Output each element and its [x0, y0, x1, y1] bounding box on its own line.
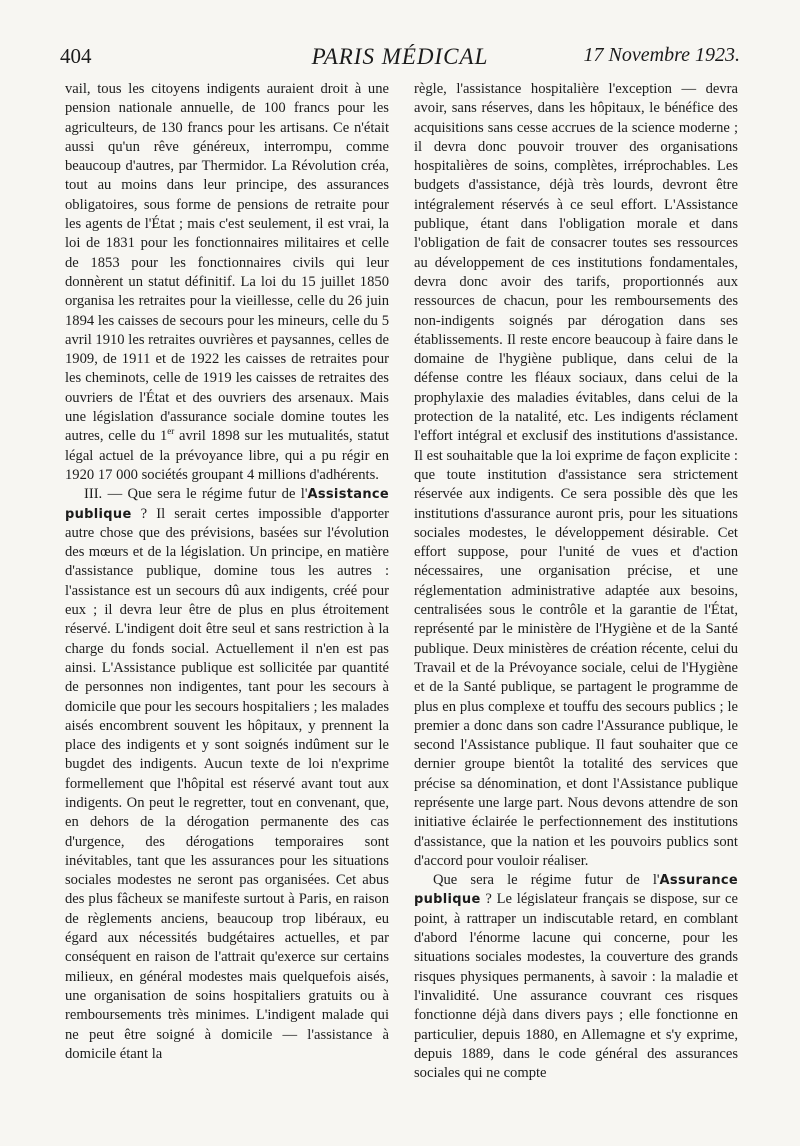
- journal-title: PARIS MÉDICAL: [311, 44, 489, 69]
- page-number: 404: [60, 44, 92, 68]
- section-iii-body: ? Il serait certes impossible d'apporter autre chose que des prévisions, basées sur l'évolution des mœurs et de la législation. Un principe, en matière d'assistance publique, domine tous les autres : l'assistance est un secours dû aux indigents, créé pour eux ; il devra leur être de plus en plus étroitement réservé. L'indigent doit être seul et sans restriction à la charge du fonds social. Actuellement il n'en est pas ainsi. L'Assistance publique est sollicitée par quantité de personnes non indigentes, tant pour les secours à domicile que pour les secours hospitaliers ; les malades aisés encombrent souvent les hôpitaux, y prennent la place des indigents et y sont soignés indûment sur le bugdet des indigents. Aucun texte de loi n'exprime formellement que l'hôpital est réservé avant tout aux indigents. On peut le regretter, tout en convenant, que, en dehors de la dérogation permanente des cas d'urgence, des dérogations temporaires sont inévitables, tant que les assurances pour les situations sociales modestes ne seront pas organisées. Cet abus des plus fâcheux se manifeste surtout à Paris, en raison de règlements anciens, beaucoup trop libéraux, eu égard aux nécessités budgétaires actuelles, et par conséquent en raison de l'attrait qu'exerce sur certains milieux, en général modestes mais quelquefois aisés, une organisation de soins hospitaliers gratuits ou à remboursements très minimes. L'indigent malade qui ne peut être soigné à domicile — l'assistance à domicile étant la: [65, 505, 389, 1062]
- left-paragraph-1: [65, 80, 389, 485]
- ordinal-number: 1: [159, 428, 168, 445]
- right-paragraph-1: règle, l'assistance hospitalière l'exception — devra avoir, sans réserves, dans les hôpitaux, le bénéfice des acquisitions sans cesse accrues de la science moderne ; il devra donc pouvoir trouver des organisations hospitalières de soins, complètes, irréprochables. Les budgets d'assistance, déjà très lourds, devront être intégralement réservés à ce seul effort. L'Assistance publique, étant dans l'obligation morale et dans l'obligation de fait de consacrer toutes ses ressources au développement de ces institutions fondamentales, devra donc avoir des tarifs, proportionnés aux ressources de chacun, pour les remboursements des non-indigents soignés par dérogation dans ses établissements. Il reste encore beaucoup à faire dans le domaine de l'hygiène publique, dans celui de la défense contre les fléaux sociaux, dans celui de la prophylaxie des maladies évitables, dans celui de la protection de la natalité, etc. Les indigents réclament l'effort intégral et exclusif des institutions d'assistance. Il est souhaitable que la loi exprime de façon explicite : que toute institution d'assistance sera strictement réservée aux indigents. Ce sera possible dès que les institutions d'assurance auront pris, pour les situations sociales modestes, le développement désirable. Cet effort suppose, pour l'unité de vues et d'action nécessaires, une organisation précise, et une réglementation administrative adaptée aux besoins, centralisées sous le contrôle et la garantie de l'État, représenté par le ministère de l'Hygiène et de la Santé publique. Deux ministères de création récente, celui du Travail et de la Prévoyance sociale, celui de l'Hygiène et de la Santé publique, se partagent le programme de plus en plus complexe et touffu des secours publics ; le premier a donc dans son cadre l'Assurance publique, le second l'Assistance publique. Il faut souhaiter que ce dernier groupe bientôt la totalité des services que précise sa dénomination, et dont l'Assistance publique représente une large part. Nous devons attendre de son initiative éclairée le perfectionnement des institutions d'assistance, que la nation et les pouvoirs publics sont d'accord pour vouloir réaliser.: [414, 81, 738, 869]
- right-paragraph-2: [414, 871, 738, 1083]
- term-assistance-publique: Assistance publique: [65, 487, 389, 522]
- section-iii-lead: III. — Que sera le régime futur de l': [83, 486, 308, 503]
- issue-date: 17 Novembre 1923.: [583, 44, 740, 66]
- left-paragraph-1-end: avril 1898 sur les mutualités, statut légal actuel de la prévoyance libre, qui a pu régir en 1920 17 000 sociétés groupant 4 millions d'adhérents.: [65, 428, 390, 483]
- assurance-lead: Que sera le régime futur de l': [432, 872, 660, 889]
- term-assurance-publique: Assurance publique: [414, 873, 738, 908]
- right-column: [414, 80, 738, 1083]
- assurance-body: ? Le législateur français se dispose, sur ce point, à rattraper un indiscutable retard, en comblant d'abord l'énorme lacune qui concerne, pour les situations sociales modestes, la couverture des grands risques physiques permanents, à savoir : la maladie et l'invalidité. Une assurance couvrant ces risques fonctionne déjà dans divers pays ; elle fonctionne en particulier, depuis 1880, en Allemagne et s'y exprime, depuis 1889, dans le code général des assurances sociales qui ne compte: [414, 891, 738, 1082]
- left-paragraph-1-text: vail, tous les citoyens indigents auraient droit à une pension nationale annuelle, de 100 francs pour les agriculteurs, de 130 francs pour les artisans. Ce n'était aussi qu'un rêve généreux, interrompu, comme beaucoup d'autres, par Thermidor. La Révolution créa, tout au moins dans leur principe, des assurances obligatoires, sous forme de pensions de retraite pour les agents de l'État ; mais c'est seulement, il est vrai, la loi de 1831 pour les fonctionnaires militaires et celle de 1853 pour les fonctionnaires civils qui leur donnèrent un statut définitif. La loi du 15 juillet 1850 organisa les retraites pour la vieillesse, celle du 26 juin 1894 les caisses de secours pour les mineurs, celle du 5 avril 1910 les retraites ouvrières et paysannes, celles de 1909, de 1911 et de 1922 les caisses de retraites pour les cheminots, celle de 1919 les caisses de retraites des ouvriers de l'État et des ouvriers des arsenaux. Mais une législation d'assurance sociale domine toutes les autres, celle du: [65, 81, 389, 445]
- running-header: [60, 44, 740, 78]
- ordinal-suffix: er: [167, 426, 175, 437]
- left-column: [65, 80, 389, 1064]
- left-paragraph-2: [65, 485, 389, 1064]
